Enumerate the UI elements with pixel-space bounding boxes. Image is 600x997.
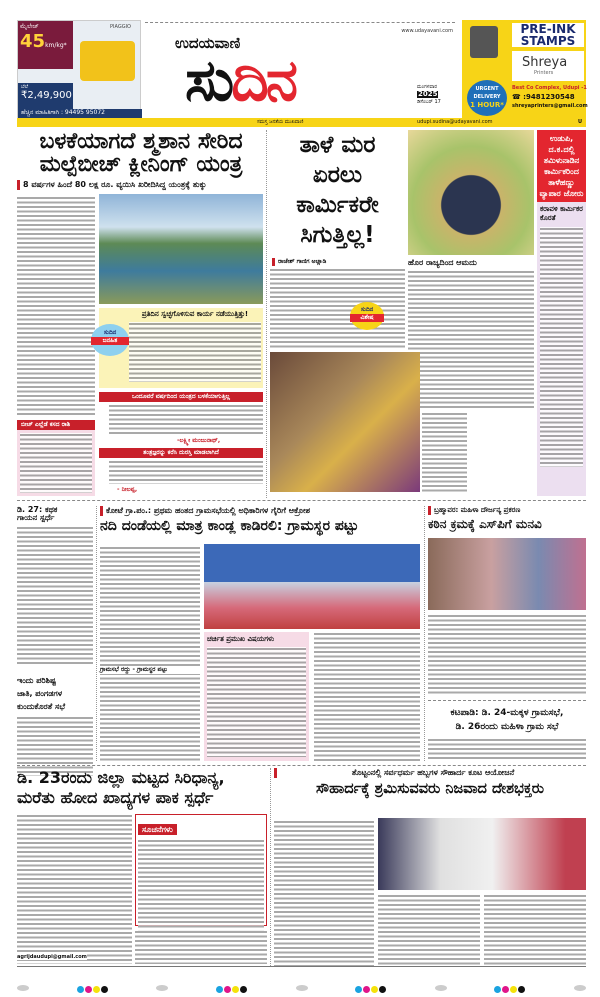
side-box-title: ಬೀಚ್ ಎಲ್ಲೆಡೆ ಕಸದ ರಾಶಿ xyxy=(17,420,95,430)
masthead-band xyxy=(17,118,586,127)
headline: ಡಿ. 23ರಂದು ಜಿಲ್ಲಾ ಮಟ್ಟದ ಸಿರಿಧಾನ್ಯ, ಮರೆತು ಹೋದ ಖಾದ್ಯಗಳ ಪಾಕ ಸ್ಪರ್ಧೆ xyxy=(17,768,225,807)
contact-email[interactable]: agrijdaudupi@gmail.com xyxy=(17,954,87,960)
story-kathak xyxy=(17,506,93,761)
gram-sabha-photo xyxy=(204,544,420,629)
story-malpe-beach xyxy=(17,130,265,500)
headline: ಕಟಪಾಡಿ: ಡಿ. 24-ಮಕ್ಕಳ ಗ್ರಾಮಸಭೆ, ಡಿ. 26ರಂದು ಮಹಿಳಾ ಗ್ರಾಮ ಸಭೆ xyxy=(450,708,564,732)
ad-phone[interactable]: 94495 95072 xyxy=(64,109,105,116)
ad-company-sub: Printers xyxy=(534,70,554,76)
edition-day: ಮಂಗಳವಾರ xyxy=(417,84,438,90)
kicker: ಬ್ರಹ್ಮಾವರ: ಮಹಿಳಾ ದೌರ್ಜನ್ಯ ಪ್ರಕರಣ xyxy=(428,506,586,515)
box-title: ಚರ್ಚಿತ ಪ್ರಮುಖ ವಿಷಯಗಳು xyxy=(207,635,275,643)
headline: ಡಿ. 27: ಕಥಕ ಗಾಯನ ಸ್ಪರ್ಧೆ xyxy=(17,505,58,523)
kicker: ಕೋಟೆ ಗ್ರಾ.ಪಂ.: ಪ್ರಥಮ ಹಂತದ ಗ್ರಾಮಸಭೆಯಲ್ಲಿ ಅಧಿಕಾರಿಗಳ ಗೈರಿಗೆ ಆಕ್ರೋಶ xyxy=(100,506,420,516)
cleaning-machine-photo xyxy=(99,194,263,304)
ad-price: ₹2,49,900 xyxy=(21,90,72,101)
ad-address: Best Co Complex, Udupi -1 xyxy=(512,85,587,91)
subhead: ಗ್ರಾಮಸಭೆ ರದ್ದು - ಗ್ರಾಮಸ್ಥರ ಪಟ್ಟು xyxy=(100,666,200,674)
story-brahmavar xyxy=(428,506,586,761)
side-box-title: ಕರಾವಳಿ ಕಾರ್ಮಿಕರ ಕೊರತೆ xyxy=(540,205,583,222)
ad-price-label: ಬೆಲೆ xyxy=(21,84,29,90)
story-palm-tree xyxy=(270,130,586,500)
ad-title2: STAMPS xyxy=(520,34,576,48)
urgent-delivery-badge: URGENT DELIVERY 1 HOUR* xyxy=(467,80,507,116)
red-box: ಉಡುಪಿ, ದ.ಕ.ದಲ್ಲಿ ತಮಿಳುನಾಡಿನ ಕಾರ್ಮಿಕರಿಂದ ತಾಳೆಹಣ್ಣು ವ್ಯಾಪಾರ ಜೋರು xyxy=(537,130,586,202)
headline: ನದಿ ದಂಡೆಯಲ್ಲಿ ಮಾತ್ರ ಕಾಂಡ್ಲ ಕಾಡಿರಲಿ: ಗ್ರಾಮಸ್ಥರ ಪಟ್ಟು xyxy=(100,518,359,534)
ad-company: Shreya xyxy=(522,55,568,70)
subhead: ಹೊರ ರಾಜ್ಯದಿಂದ ಆಮದು xyxy=(408,258,477,267)
subhead: 8 ವರ್ಷಗಳ ಹಿಂದೆ 80 ಲಕ್ಷ ರೂ. ವ್ಯಯಿಸಿ ಖರೀದಿಸಿದ್ದ ಯಂತ್ರಕ್ಕೆ ತುಕ್ಕು xyxy=(17,180,265,190)
brand-name: ಉದಯವಾಣಿ xyxy=(175,34,241,52)
ad-brand: PIAGGIO xyxy=(110,24,131,30)
email[interactable]: udupi.sudina@udayavani.com xyxy=(417,119,493,125)
story-kote-gram-sabha xyxy=(100,506,420,761)
headline: ಕಠಿನ ಕ್ರಮಕ್ಕೆ ಎಸ್‌ಪಿಗೆ ಮನವಿ xyxy=(428,517,542,531)
box-title: ಪ್ರತಿದಿನ ಸ್ವಚ್ಛಗೊಳಿಸುವ ಕಾರ್ಯ ನಡೆಯುತ್ತಿತ್ತು! xyxy=(141,310,249,318)
quote-author: -ಲಕ್ಷ್ಮೀ ಮಂಜುನಾಥ್, xyxy=(177,437,221,444)
ad-shreya-printers[interactable] xyxy=(462,20,586,118)
tagline: ಸಮಸ್ತ ಜನತೆಯ ಮುಖವಾಣಿ xyxy=(257,119,304,125)
stamp-image xyxy=(470,26,498,58)
headline: ಬಳಕೆಯಾಗದೆ ಶ್ಮಶಾನ ಸೇರಿದ ಮಲ್ಪೆಬೀಚ್ ಕ್ಲೀನಿಂಗ್ ಯಂತ್ರ xyxy=(39,129,243,178)
print-registration-marks xyxy=(17,978,586,997)
ad-piaggio[interactable]: ಮೈಲೇಜ್ 45km/kg* PIAGGIO ಬೆಲೆ ₹2,49,900 ಹೆಚ್ಚಿನ ಮಾಹಿತಿಗಾಗಿ : 94495 95072 xyxy=(17,20,141,118)
ad-phone[interactable]: ☎ :9481230548 xyxy=(512,93,575,101)
sudina-janahita-badge: ಸುದಿನ ಜನಹಿತ xyxy=(91,324,129,356)
memorandum-photo xyxy=(428,538,586,610)
fruit-vendor-photo xyxy=(270,352,420,492)
box-label: ಸೂಚನೆಗಳು xyxy=(138,824,177,835)
quote-bar: ತಂತ್ರಜ್ಞರನ್ನು ಕರೆಸಿ ದುರಸ್ತಿ ಮಾಡಲಾಗಿದೆ xyxy=(99,448,263,458)
ad-mileage: 45 xyxy=(20,31,46,52)
event-photo xyxy=(378,818,586,890)
story-harmony xyxy=(274,768,586,966)
website[interactable]: www.udayavani.com xyxy=(401,28,453,34)
vehicle-image xyxy=(80,41,135,81)
ad-title1: PRE-INK xyxy=(520,22,576,36)
masthead xyxy=(145,20,457,118)
sudina-vishesha-badge: ಸುದಿನ ವಿಶೇಷ xyxy=(350,302,384,330)
ad-email[interactable]: shreyaprinters@gmail.com xyxy=(512,103,588,109)
ad-mileage-label: ಮೈಲೇಜ್ xyxy=(20,23,39,30)
byline: ರಾಜೇಶ್ ಗಾಣಿಗ ಅಚ್ಲಾಡಿ xyxy=(272,258,326,266)
right-sidebar-column xyxy=(537,130,586,496)
edition-year: 2025 xyxy=(418,90,438,98)
ad-phone-label: ಹೆಚ್ಚಿನ ಮಾಹಿತಿಗಾಗಿ xyxy=(21,109,60,116)
quote-author: - ನೀಲಪ್ಪ, xyxy=(117,486,138,493)
headline: ತಾಳೆ ಮರ ಏರಲು ಕಾರ್ಮಿಕರೇ ಸಿಗುತ್ತಿಲ್ಲ! xyxy=(296,132,379,248)
edition-letter: U xyxy=(577,119,582,125)
palm-fruit-photo xyxy=(408,130,534,255)
edition-date: ಡಿಸೆಂಬರ್ 17 xyxy=(417,99,441,105)
ad-unit: km/kg* xyxy=(45,42,67,49)
kicker: ತೊಟ್ಟಂನಲ್ಲಿ ಸರ್ವಧರ್ಮ ಹಬ್ಬಗಳ ಸೌಹಾರ್ದ ಕೂಟ ಆಯೋಜನೆ xyxy=(274,768,586,778)
title-logo: ಸುದಿನ xyxy=(185,46,295,114)
story-millet-cooking xyxy=(17,768,267,966)
headline: ಸೌಹಾರ್ದಕ್ಕೆ ಶ್ರಮಿಸುವವರು ನಿಜವಾದ ದೇಶಭಕ್ತರು xyxy=(315,781,544,797)
headline: ಇಂದು ಪರಿಶಿಷ್ಟ ಜಾತಿ, ಪಂಗಡಗಳ ಕುಂದುಕೊರತೆ ಸಭೆ xyxy=(17,675,66,711)
quote-bar: ಒಂದೂವರೆ ವರ್ಷದಿಂದ ಯಂತ್ರದ ಬಳಕೆಯಾಗುತ್ತಿಲ್ಲ xyxy=(99,392,263,402)
